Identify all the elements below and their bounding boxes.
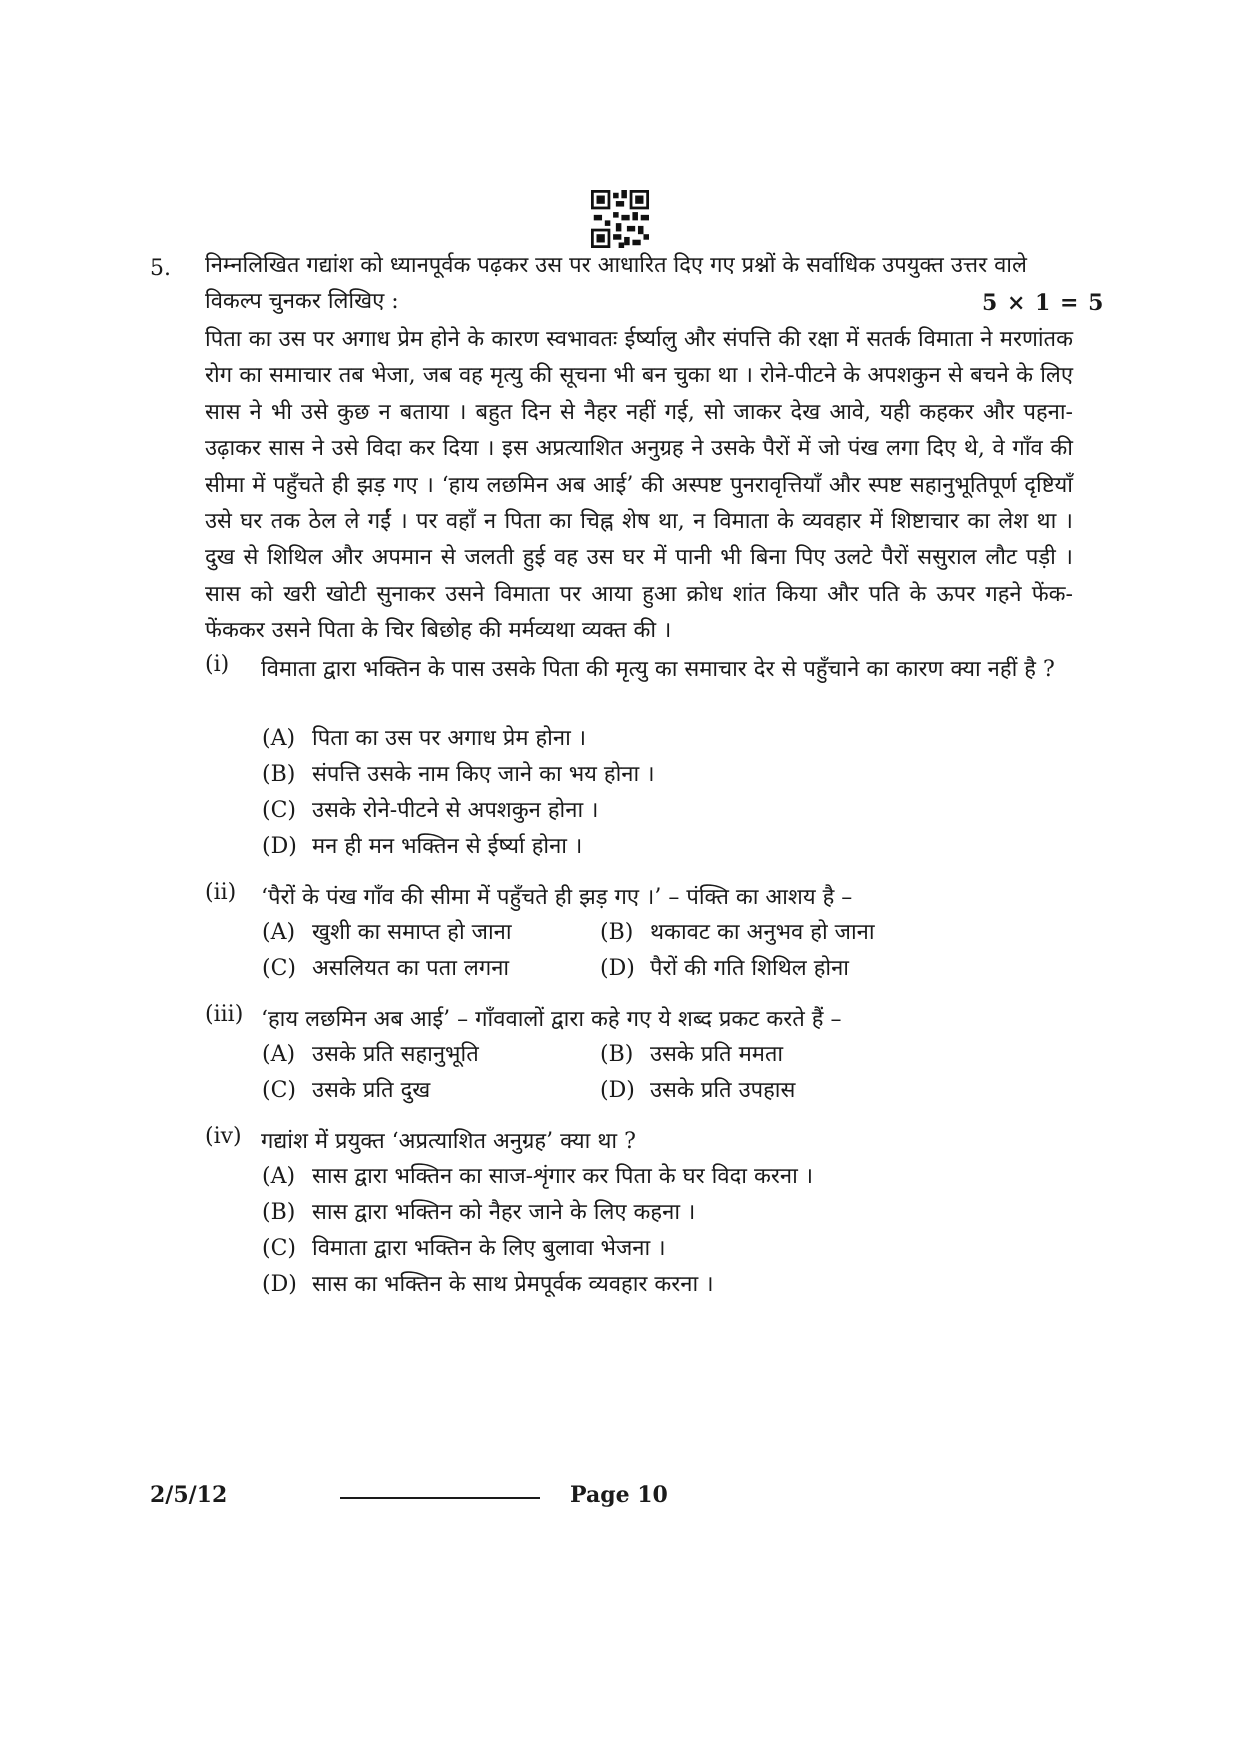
sub-question-stem: गद्यांश में प्रयुक्त ‘अप्रत्याशित अनुग्रह’ क्या था ? [261, 1129, 636, 1154]
option-ii-c [262, 952, 509, 982]
option-text: मन ही मन भक्तिन से ईर्ष्या होना । [312, 834, 583, 859]
option-text: खुशी का समाप्त हो जाना [312, 920, 512, 945]
option-i-a [262, 722, 586, 752]
sub-question-number: (ii) [205, 880, 237, 905]
footer-divider [340, 1497, 540, 1499]
option-text: पिता का उस पर अगाध प्रेम होना । [312, 726, 587, 751]
option-iv-b [262, 1196, 695, 1226]
option-label: (B) [600, 920, 634, 945]
option-text: संपत्ति उसके नाम किए जाने का भय होना । [312, 762, 655, 787]
passage-text: पिता का उस पर अगाध प्रेम होने के कारण स्वभावतः ईर्ष्यालु और संपत्ति की रक्षा में सतर्क विमाता ने मरणांतक रोग का समाचार तब भेजा, जब वह मृत्यु की सूचना भी बन चुका था । रोने-पीटने के अपशकुन से बचने के लिए सास ने भी उसे कुछ न बताया । बहुत दिन से नैहर नहीं गई, सो जाकर देख आवे, यही कहकर और पहना-उढ़ाकर सास ने उसे विदा कर दिया । इस अप्रत्याशित अनुग्रह ने उसके पैरों में जो पंख लगा दिए थे, वे गाँव की सीमा में पहुँचते ही झड़ गए । ‘हाय लछमिन अब आई’ की अस्पष्ट पुनरावृत्तियाँ और स्पष्ट सहानुभूतिपूर्ण दृष्टियाँ उसे घर तक ठेल ले गईं । पर वहाँ न पिता का चिह्न शेष था, न विमाता के व्यवहार में शिष्टाचार का लेश था । दुख से शिथिल और अपमान से जलती हुई वह उस घर में पानी भी बिना पिए उलटे पैरों ससुराल लौट पड़ी । सास को खरी खोटी सुनाकर उसने विमाता पर आया हुआ क्रोध शांत किया और पति के ऊपर गहने फेंक-फेंककर उसने पिता के चिर बिछोह की मर्मव्यथा व्यक्त की । [205, 327, 1073, 644]
option-text: असलियत का पता लगना [312, 956, 510, 981]
option-iii-d [600, 1074, 795, 1104]
sub-question-stem: ‘हाय लछमिन अब आई’ – गाँववालों द्वारा कहे गए ये शब्द प्रकट करते हैं – [261, 1007, 842, 1032]
option-label: (C) [262, 1236, 296, 1261]
option-ii-b [600, 916, 875, 946]
option-text: उसके प्रति दुख [312, 1078, 431, 1103]
option-label: (D) [600, 1078, 635, 1103]
option-iv-a [262, 1160, 813, 1190]
marks-allocation: 5 × 1 = 5 [982, 290, 1105, 316]
qr-code-icon [591, 190, 649, 248]
option-label: (A) [262, 1164, 296, 1189]
option-i-c [262, 794, 599, 824]
option-iv-c [262, 1232, 666, 1262]
option-label: (D) [262, 834, 297, 859]
option-iv-d [262, 1268, 714, 1298]
option-i-b [262, 758, 655, 788]
question-instruction: निम्नलिखित गद्यांश को ध्यानपूर्वक पढ़कर उस पर आधारित दिए गए प्रश्नों के सर्वाधिक उपयुक्त उत्तर वाले विकल्प चुनकर लिखिए : [205, 253, 1027, 314]
option-i-d [262, 830, 582, 860]
option-ii-d [600, 952, 849, 982]
option-text: पैरों की गति शिथिल होना [650, 956, 850, 981]
option-text: विमाता द्वारा भक्तिन के लिए बुलावा भेजना । [312, 1236, 666, 1261]
option-text: उसके रोने-पीटने से अपशकुन होना । [312, 798, 599, 823]
option-label: (B) [600, 1042, 634, 1067]
question-number: 5. [150, 256, 171, 281]
option-text: उसके प्रति उपहास [650, 1078, 796, 1103]
option-label: (B) [262, 762, 296, 787]
option-text: थकावट का अनुभव हो जाना [650, 920, 875, 945]
option-text: सास का भक्तिन के साथ प्रेमपूर्वक व्यवहार करना । [312, 1272, 714, 1297]
option-text: सास द्वारा भक्तिन को नैहर जाने के लिए कहना । [312, 1200, 696, 1225]
option-label: (A) [262, 726, 296, 751]
option-text: सास द्वारा भक्तिन का साज-शृंगार कर पिता के घर विदा करना । [312, 1164, 814, 1189]
sub-question-number: (iv) [205, 1124, 242, 1149]
sub-question-number: (iii) [205, 1002, 244, 1027]
option-text: उसके प्रति ममता [650, 1042, 784, 1067]
option-label: (B) [262, 1200, 296, 1225]
option-label: (D) [262, 1272, 297, 1297]
option-ii-a [262, 916, 512, 946]
option-label: (A) [262, 1042, 296, 1067]
option-iii-b [600, 1038, 783, 1068]
page-number: Page 10 [570, 1482, 668, 1508]
option-label: (A) [262, 920, 296, 945]
option-text: उसके प्रति सहानुभूति [312, 1042, 479, 1067]
option-label: (C) [262, 1078, 296, 1103]
sub-question-stem: ‘पैरों के पंख गाँव की सीमा में पहुँचते ही झड़ गए ।’ – पंक्ति का आशय है – [261, 885, 853, 910]
option-label: (D) [600, 956, 635, 981]
option-label: (C) [262, 956, 296, 981]
option-iii-c [262, 1074, 430, 1104]
option-label: (C) [262, 798, 296, 823]
sub-question-number: (i) [205, 652, 230, 677]
sub-question-stem: विमाता द्वारा भक्तिन के पास उसके पिता की मृत्यु का समाचार देर से पहुँचाने का कारण क्या नहीं है ? [261, 657, 1055, 682]
option-iii-a [262, 1038, 479, 1068]
paper-code: 2/5/12 [150, 1482, 228, 1508]
